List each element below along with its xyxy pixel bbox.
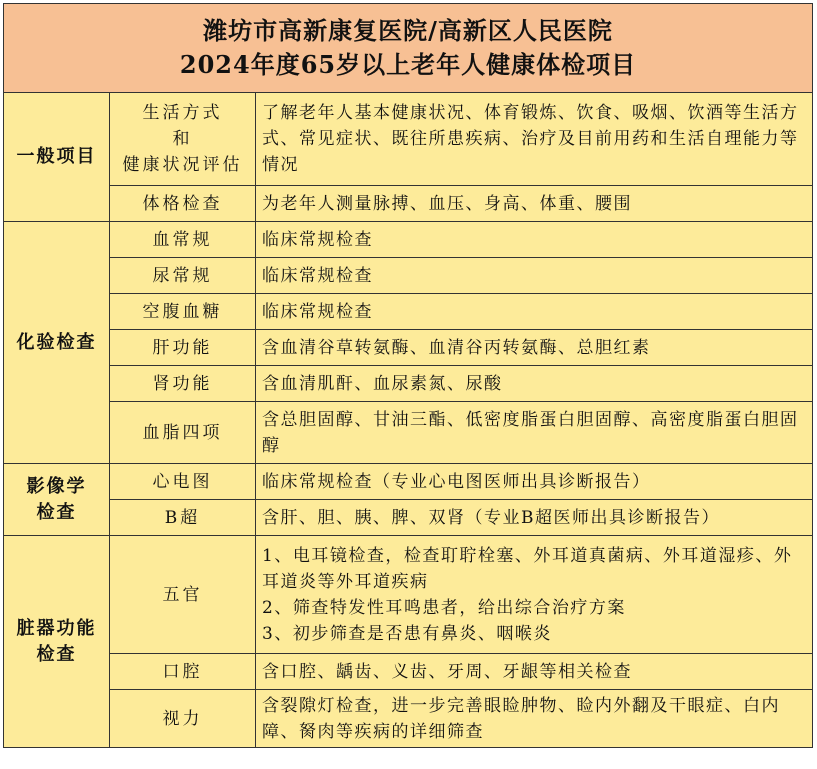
table-row	[4, 402, 813, 464]
category-line: 检查	[36, 643, 77, 665]
item-fasting-glucose: 空腹血糖	[110, 294, 256, 330]
category-organ-function	[4, 536, 110, 748]
item-ent: 五官	[110, 536, 256, 654]
table-row	[4, 654, 813, 690]
item-blood-routine: 血常规	[110, 222, 256, 258]
item-ultrasound: B超	[110, 500, 256, 536]
content-vision: 含裂隙灯检查，进一步完善眼睑肿物、睑内外翻及干眼症、白内障、胬肉等疾病的详细筛查	[256, 690, 813, 748]
item-physical-exam: 体格检查	[110, 186, 256, 222]
content-line: 3、初步筛查是否患有鼻炎、咽喉炎	[262, 623, 552, 644]
category-imaging	[4, 464, 110, 536]
content-line: 1、电耳镜检查，检查耵聍栓塞、外耳道真菌病、外耳道湿疹、外耳道炎等外耳道疾病	[262, 545, 793, 592]
table-row	[4, 330, 813, 366]
item-liver-function: 肝功能	[110, 330, 256, 366]
item-kidney-function: 肾功能	[110, 366, 256, 402]
category-line: 脏器功能	[16, 617, 97, 639]
content-ultrasound: 含肝、胆、胰、脾、双肾（专业B超医师出具诊断报告）	[256, 500, 813, 536]
item-line: 健康状况评估	[122, 155, 243, 175]
table-row	[4, 258, 813, 294]
category-lab: 化验检查	[4, 222, 110, 464]
table-row	[4, 690, 813, 748]
table-row	[4, 222, 813, 258]
item-line: 和	[172, 129, 193, 149]
item-oral: 口腔	[110, 654, 256, 690]
title-line-2: 2024年度65岁以上老年人健康体检项目	[179, 50, 637, 79]
content-liver-function: 含血清谷草转氨酶、血清谷丙转氨酶、总胆红素	[256, 330, 813, 366]
content-ecg: 临床常规检查（专业心电图医师出具诊断报告）	[256, 464, 813, 500]
table-row	[4, 536, 813, 654]
item-lifestyle	[110, 93, 256, 186]
table-row	[4, 294, 813, 330]
content-urine-routine: 临床常规检查	[256, 258, 813, 294]
table-row	[4, 366, 813, 402]
table-row	[4, 464, 813, 500]
table-row	[4, 186, 813, 222]
content-fasting-glucose: 临床常规检查	[256, 294, 813, 330]
content-blood-routine: 临床常规检查	[256, 222, 813, 258]
table-row	[4, 500, 813, 536]
content-line: 2、筛查特发性耳鸣患者，给出综合治疗方案	[262, 597, 626, 618]
content-physical-exam: 为老年人测量脉搏、血压、身高、体重、腰围	[256, 186, 813, 222]
item-vision: 视力	[110, 690, 256, 748]
item-blood-lipids: 血脂四项	[110, 402, 256, 464]
category-line: 检查	[36, 501, 77, 523]
table-row	[4, 93, 813, 186]
title-line-1: 潍坊市高新康复医院/高新区人民医院	[203, 16, 613, 45]
item-ecg: 心电图	[110, 464, 256, 500]
health-exam-table	[3, 3, 813, 748]
item-line: 生活方式	[142, 103, 223, 123]
exam-table-container	[3, 3, 812, 748]
content-oral: 含口腔、龋齿、义齿、牙周、牙龈等相关检查	[256, 654, 813, 690]
content-blood-lipids: 含总胆固醇、甘油三酯、低密度脂蛋白胆固醇、高密度脂蛋白胆固醇	[256, 402, 813, 464]
item-urine-routine: 尿常规	[110, 258, 256, 294]
category-line: 影像学	[26, 475, 87, 497]
content-kidney-function: 含血清肌酐、血尿素氮、尿酸	[256, 366, 813, 402]
category-general: 一般项目	[4, 93, 110, 222]
table-header-row	[4, 4, 813, 93]
page-title	[4, 4, 813, 93]
content-lifestyle: 了解老年人基本健康状况、体育锻炼、饮食、吸烟、饮酒等生活方式、常见症状、既往所患疾病、治疗及目前用药和生活自理能力等情况	[256, 93, 813, 186]
content-ent	[256, 536, 813, 654]
